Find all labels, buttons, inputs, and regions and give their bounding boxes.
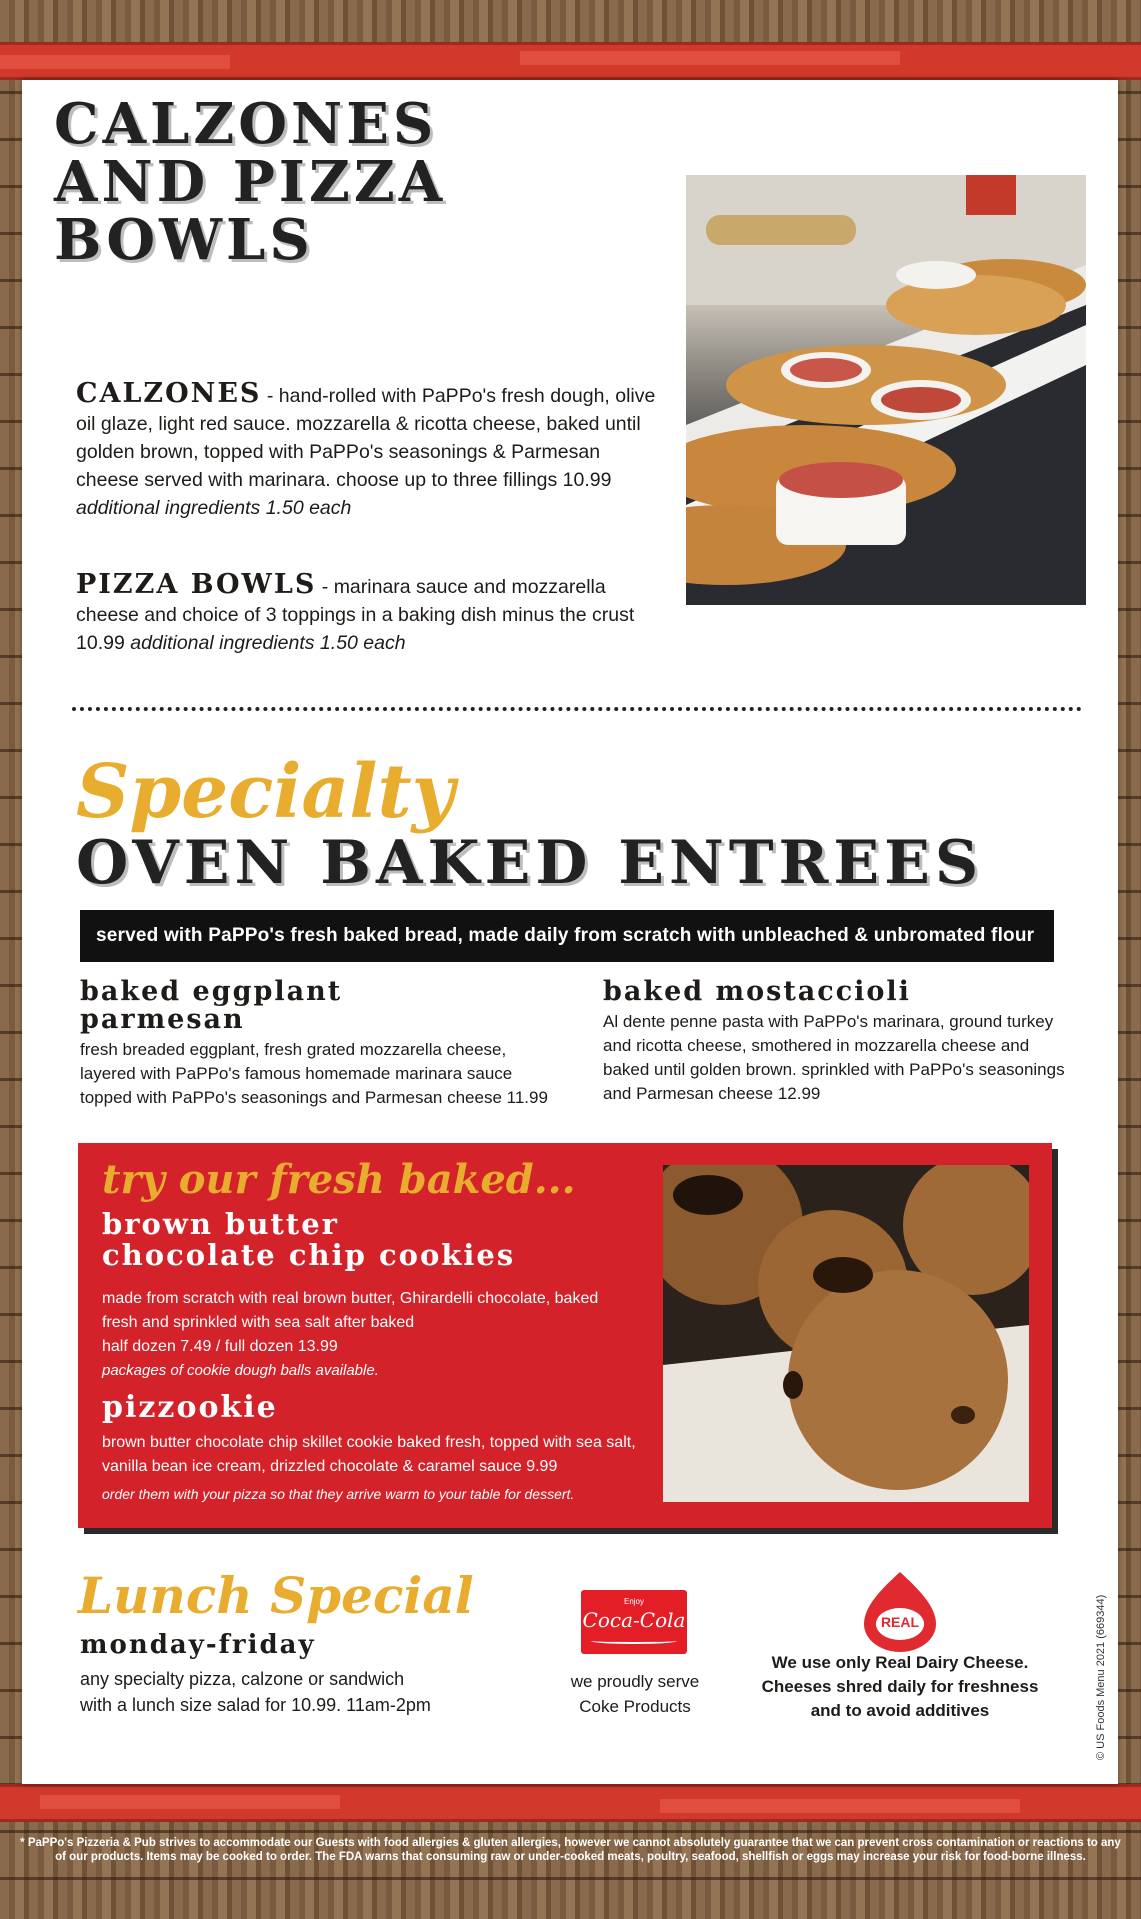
allergy-disclaimer: * PaPPo's Pizzeria & Pub strives to accommodate our Guests with food allergies & gluten allergies, however we cannot absolutely guarantee that we can prevent cross contamination or reactions to any of our products. Items may be cooked to order. The FDA warns that consuming raw or under-cooked meats, poultry, seafood, shellfish or eggs may increase your risk for food-borne illness. bbox=[20, 1837, 1121, 1863]
copyright-note: © US Foods Menu 2021 (669344) bbox=[1095, 1594, 1107, 1760]
page-title bbox=[54, 91, 447, 273]
entree-name-line: baked mostaccioli bbox=[603, 976, 911, 1007]
title-line: CALZONES bbox=[54, 91, 438, 157]
entree-description: fresh breaded eggplant, fresh grated mozzarella cheese, layered with PaPPo's famous homemade marinara sauce topped with PaPPo's seasonings and Parmesan cheese 11.99 bbox=[80, 1040, 548, 1107]
entree-name-line: baked eggplant bbox=[80, 976, 343, 1007]
real-caption-line: We use only Real Dairy Cheese. bbox=[771, 1653, 1029, 1672]
calzones-photo bbox=[686, 175, 1086, 605]
lunch-line: any specialty pizza, calzone or sandwich bbox=[80, 1669, 405, 1689]
coke-logo-small: Enjoy bbox=[623, 1597, 644, 1606]
calzones-illustration bbox=[686, 175, 1086, 605]
slat-highlight bbox=[40, 1795, 340, 1809]
fresh-baked-panel bbox=[78, 1143, 1052, 1528]
entree-name bbox=[603, 978, 1073, 1006]
calzones-item bbox=[76, 380, 661, 522]
pizzookie-note: order them with your pizza so that they arrive warm to your table for dessert. bbox=[102, 1486, 575, 1502]
pizza-bowls-description: - marinara sauce and mozzarella cheese and choice of 3 toppings in a baking dish minus the crust 10.99 bbox=[76, 576, 635, 654]
pizzookie-title: pizzookie bbox=[102, 1390, 278, 1425]
pizza-bowls-extra: additional ingredients 1.50 each bbox=[130, 632, 406, 654]
section-divider bbox=[72, 707, 1082, 711]
cookie-price: half dozen 7.49 / full dozen 13.99 bbox=[102, 1338, 338, 1355]
lunch-special-script: Lunch Special bbox=[78, 1566, 474, 1625]
slat-highlight bbox=[0, 55, 230, 69]
pizza-bowls-item bbox=[76, 571, 661, 657]
cookie-note: packages of cookie dough balls available. bbox=[102, 1362, 379, 1379]
cookie-title-line: chocolate chip cookies bbox=[102, 1238, 516, 1272]
coke-caption bbox=[540, 1669, 730, 1719]
slat-highlight bbox=[520, 51, 900, 65]
coke-logo-text: Coca-Cola bbox=[582, 1608, 686, 1632]
cookie-illustration bbox=[663, 1165, 1029, 1502]
real-seal-logo bbox=[858, 1568, 942, 1652]
calzones-heading: CALZONES bbox=[76, 378, 262, 409]
entree-description: Al dente penne pasta with PaPPo's marinara, ground turkey and ricotta cheese, smothered in mozzarella cheese and baked until golden brown. sprinkled with PaPPo's seasonings and Parmesan cheese 12.99 bbox=[603, 1012, 1065, 1103]
specialty-title: OVEN BAKED ENTREES bbox=[76, 828, 984, 898]
slat-highlight bbox=[660, 1799, 1020, 1813]
title-line: BOWLS bbox=[54, 207, 314, 273]
coca-cola-logo bbox=[581, 1590, 687, 1654]
real-seal-icon bbox=[858, 1568, 942, 1652]
real-caption-line: and to avoid additives bbox=[810, 1701, 990, 1720]
lunch-line: with a lunch size salad for 10.99. 11am-2pm bbox=[80, 1695, 431, 1715]
pizzookie-description: brown butter chocolate chip skillet cookie baked fresh, topped with sea salt, vanilla bean ice cream, drizzled chocolate & caramel sauce 9.99 bbox=[102, 1434, 636, 1475]
fresh-baked-script: try our fresh baked... bbox=[102, 1156, 576, 1203]
real-caption-line: Cheeses shred daily for freshness bbox=[761, 1677, 1039, 1696]
coke-caption-line: we proudly serve bbox=[570, 1672, 700, 1691]
bottom-wood-slat bbox=[0, 1784, 1141, 1822]
entree-name bbox=[80, 978, 560, 1034]
specialty-script: Specialty bbox=[76, 749, 455, 835]
title-line: AND PIZZA bbox=[54, 149, 447, 215]
pizza-bowls-heading: PIZZA BOWLS bbox=[76, 569, 317, 600]
top-wood-slat bbox=[0, 42, 1141, 80]
real-caption bbox=[740, 1651, 1060, 1723]
lunch-days: monday-friday bbox=[80, 1630, 316, 1660]
entree-mostaccioli bbox=[603, 978, 1073, 1106]
calzones-extra: additional ingredients 1.50 each bbox=[76, 497, 352, 519]
entree-name-line: parmesan bbox=[80, 1004, 245, 1035]
calzones-description: - hand-rolled with PaPPo's fresh dough, olive oil glaze, light red sauce. mozzarella & ricotta cheese, baked until golden brown, topped with PaPPo's seasonings & Parmesan cheese served with marinara. choose up to three fillings 10.99 bbox=[76, 385, 656, 491]
cookie-title bbox=[102, 1209, 515, 1271]
coke-caption-line: Coke Products bbox=[579, 1697, 691, 1716]
cookie-photo bbox=[663, 1165, 1029, 1502]
real-logo-text: REAL bbox=[880, 1614, 920, 1630]
coke-wave bbox=[591, 1638, 677, 1644]
lunch-description bbox=[80, 1666, 431, 1718]
bread-banner: served with PaPPo's fresh baked bread, made daily from scratch with unbleached & unbromated flour bbox=[80, 910, 1054, 962]
entree-eggplant bbox=[80, 978, 560, 1110]
cookie-description: made from scratch with real brown butter, Ghirardelli chocolate, baked fresh and sprinkled with sea salt after baked bbox=[102, 1290, 599, 1331]
cookie-title-line: brown butter bbox=[102, 1207, 339, 1241]
